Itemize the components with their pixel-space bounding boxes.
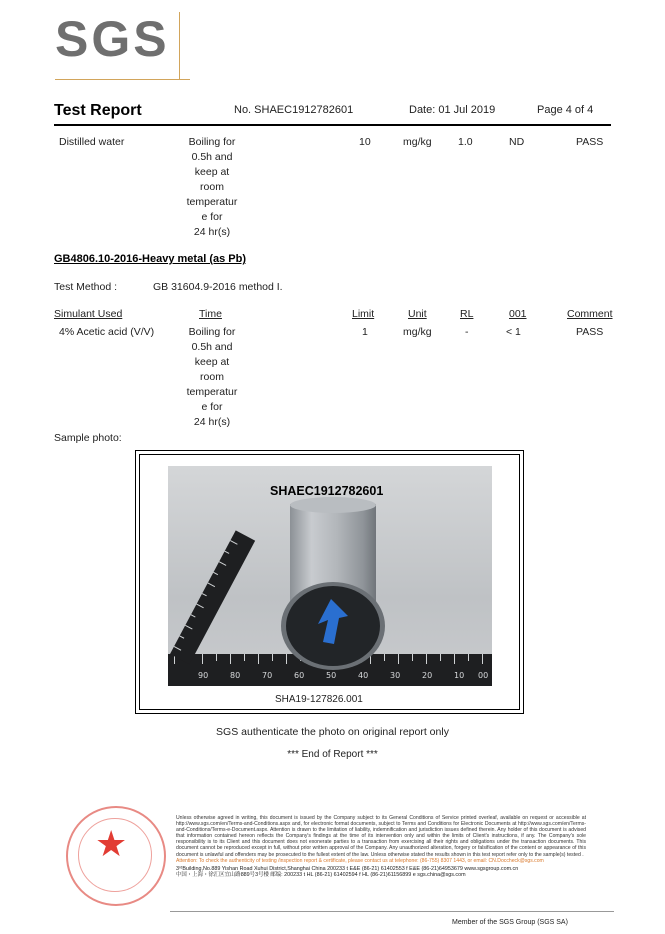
logo-horizontal-rule (55, 79, 190, 80)
ruler-tick-label: 70 (262, 671, 273, 680)
ruler-tick-label: 20 (422, 671, 433, 680)
row-comment: PASS (576, 326, 604, 338)
footer-rule (170, 911, 614, 912)
test-method-value: GB 31604.9-2016 method I. (153, 281, 283, 293)
attention-text: Attention: To check the authenticity of testing /inspection report & certificate, please contact us at telephone: (86-755) 8307 1443, or email: CN.Doccheck@sgs.com (176, 857, 544, 864)
terms-text: Unless otherwise agreed in writing, this document is issued by the Company subject to its General Conditions of Service printed overleaf, available on request or accessible at http://www.sgs.com/en/Terms-and-Conditions.aspx and, for electronic format documents, subject to Terms and Conditions for Electronic Documents at http://www.sgs.com/en/Terms-and-Conditions/Terms-e-Document.aspx. Attention is drawn to the limitation of liability, indemnification and jurisdiction issues defined therein. Any holder of this document is advised that information contained hereon reflects the Company's findings at the time of its intervention only and within the limits of Client's instructions, if any. The Company's sole responsibility is to its Client and this document does not exonerate parties to a transaction from exercising all their rights and obligations under the transaction documents. This document cannot be reproduced except in full, without prior written approval of the Company. Any unauthorized alteration, forgery or falsification of the content or appearance of this document is unlawful and offenders may be prosecuted to the fullest extent of the law. Unless otherwise stated the results shown in this test report refer only to the sample(s) tested . (176, 815, 586, 858)
star-icon: ★ (95, 823, 128, 864)
section-title: GB4806.10-2016-Heavy metal (as Pb) (54, 253, 246, 265)
ruler-tick-label: 30 (390, 671, 401, 680)
col-simulant-used: Simulant Used (54, 308, 123, 320)
end-of-report: *** End of Report *** (287, 749, 378, 760)
prev-simulant: Distilled water (59, 136, 125, 148)
col-time: Time (199, 308, 222, 320)
row-result: < 1 (506, 326, 521, 338)
prev-unit: mg/kg (403, 136, 432, 148)
sgs-logo-text: SGS (55, 11, 170, 67)
row-simulant: 4% Acetic acid (V/V) (59, 326, 155, 338)
col-001: 001 (509, 308, 527, 320)
col-limit: Limit (352, 308, 375, 320)
photo-sample-id: SHAEC1912782601 (270, 484, 384, 498)
address-chinese: 中国・上海・徐汇区宜山路889号3号楼 邮编: 200233 t HL (86-21) 61402594 f HL (86-21)61156899 e sgs.china@sgs.com (176, 871, 466, 878)
col-rl: RL (460, 308, 474, 320)
row-time: Boiling for 0.5h and keep at room temperatur e for 24 hr(s) (186, 326, 238, 428)
report-title: Test Report (54, 102, 142, 119)
prev-limit: 10 (359, 136, 371, 148)
sample-photo-image (168, 466, 492, 686)
row-unit: mg/kg (403, 326, 432, 338)
ruler-tick-label: 90 (198, 671, 209, 680)
prev-time: Boiling for 0.5h and keep at room temperatur e for 24 hr(s) (186, 136, 238, 238)
ruler-tick-label: 50 (326, 671, 337, 680)
cylinder-top (290, 497, 376, 513)
prev-result: ND (509, 136, 525, 148)
address-english: 3ʳᵈBuilding,No.889 Yishan Road Xuhui District,Shanghai China 200233 t E&E (86-21) 61402553 f E&E (86-21)64953679 www.sgsgroup.com.cn (176, 865, 519, 872)
ruler-tick-label: 40 (358, 671, 369, 680)
prev-comment: PASS (576, 136, 604, 148)
sample-photo (168, 466, 492, 686)
header-rule (54, 124, 611, 126)
col-comment: Comment (567, 308, 613, 320)
row-rl: - (465, 326, 469, 338)
authentication-note: SGS authenticate the photo on original report only (216, 726, 449, 738)
report-number: No. SHAEC1912782601 (234, 104, 354, 116)
ruler-tick-label: 60 (294, 671, 305, 680)
ruler-tick-label: 00 (478, 671, 489, 680)
photo-caption: SHA19-127826.001 (275, 694, 363, 705)
col-unit: Unit (408, 308, 427, 320)
ruler-tick-label: 80 (230, 671, 241, 680)
terms-fine-print (176, 815, 586, 878)
member-line: Member of the SGS Group (SGS SA) (452, 919, 568, 926)
logo-vertical-rule (179, 12, 180, 80)
sample-photo-label: Sample photo: (54, 432, 122, 444)
page-number: Page 4 of 4 (537, 104, 594, 116)
test-method-label: Test Method : (54, 281, 118, 293)
ruler-tick-label: 10 (454, 671, 465, 680)
prev-rl: 1.0 (458, 136, 473, 148)
row-limit: 1 (362, 326, 368, 338)
report-date: Date: 01 Jul 2019 (409, 104, 496, 116)
sgs-logo (55, 12, 190, 80)
